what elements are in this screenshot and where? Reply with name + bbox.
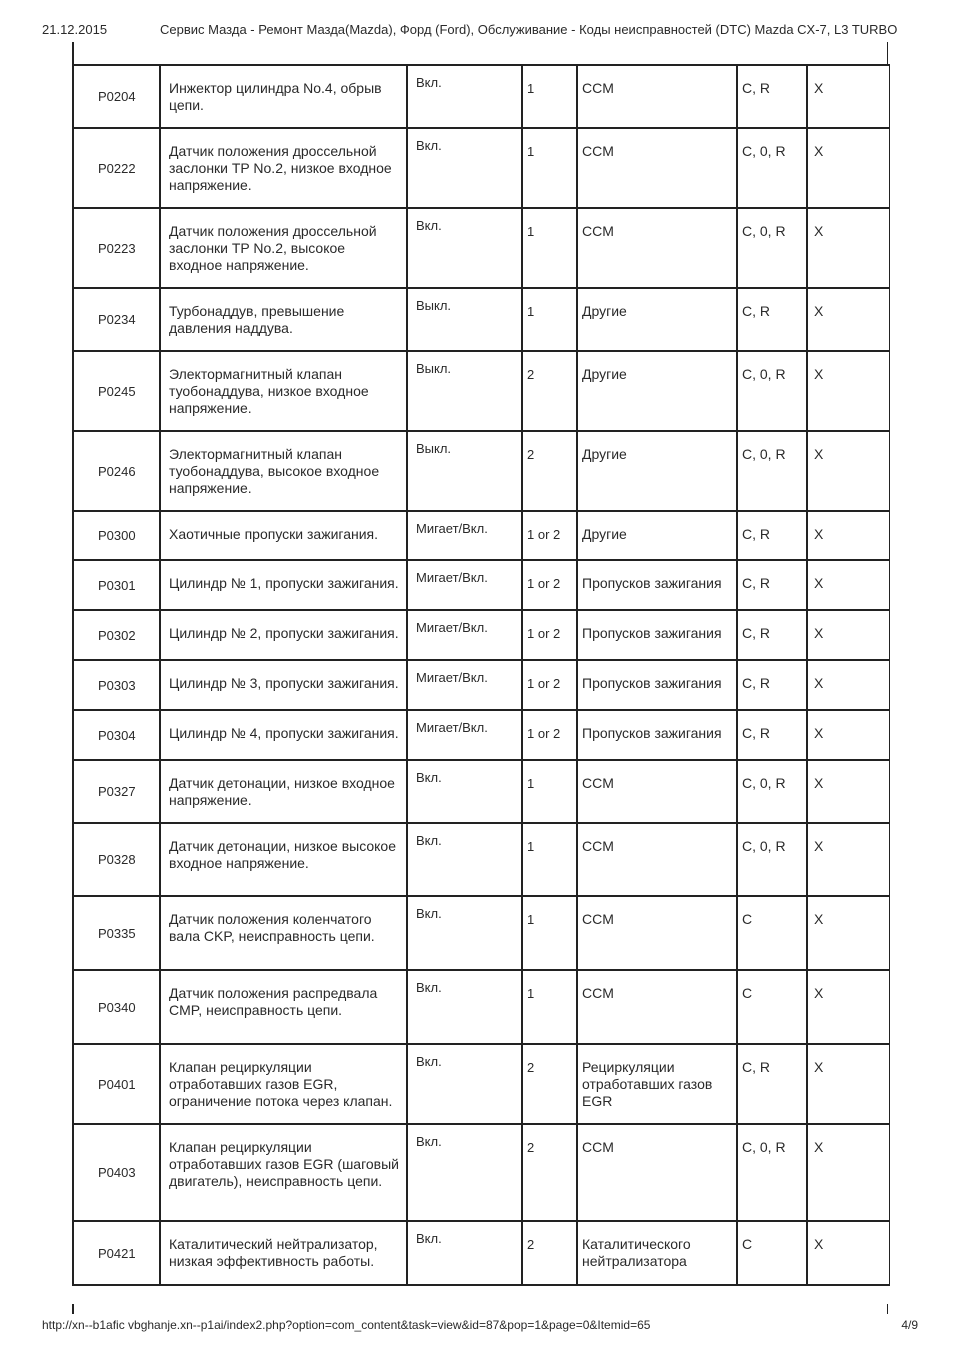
dtc-mil-status: Мигает/Вкл. [407,511,522,560]
dtc-monitor-item: Другие [577,431,737,511]
dtc-mil-status: Вкл. [407,823,522,896]
dtc-mil-status: Мигает/Вкл. [407,560,522,610]
dtc-self-test: X [807,208,889,288]
dtc-description: Турбонаддув, превышение давления наддува. [160,288,407,351]
dtc-self-test: X [807,896,889,970]
dtc-code: P0204 [73,65,160,128]
table-row [73,823,889,896]
dtc-code: P0222 [73,128,160,208]
dtc-description: Цилиндр № 1, пропуски зажигания. [160,560,407,610]
dtc-drive-cycle: 1 or 2 [522,710,577,760]
dtc-code: P0335 [73,896,160,970]
dtc-self-test: X [807,1044,889,1124]
dtc-monitor-item: Пропусков зажигания [577,560,737,610]
dtc-drive-cycle: 1 [522,896,577,970]
dtc-mil-status: Выкл. [407,431,522,511]
dtc-mode: C, R [737,610,807,660]
dtc-mode: C, R [737,1044,807,1124]
dtc-code: P0223 [73,208,160,288]
dtc-mode: C, R [737,710,807,760]
dtc-self-test: X [807,65,889,128]
dtc-mode: C [737,970,807,1044]
dtc-drive-cycle: 1 [522,823,577,896]
dtc-mode: C [737,1221,807,1285]
dtc-code: P0304 [73,710,160,760]
dtc-code: P0327 [73,760,160,823]
table-row [73,760,889,823]
dtc-monitor-item: CCM [577,896,737,970]
dtc-drive-cycle: 1 or 2 [522,511,577,560]
dtc-mil-status: Вкл. [407,1221,522,1285]
table-row [73,128,889,208]
dtc-self-test: X [807,1221,889,1285]
dtc-monitor-item: CCM [577,65,737,128]
dtc-monitor-item: Каталитического нейтрализатора [577,1221,737,1285]
dtc-description: Клапан рециркуляции отработавших газов EGR, ограничение потока через клапан. [160,1044,407,1124]
dtc-table [72,64,890,1286]
table-row [73,1124,889,1221]
dtc-description: Электормагнитный клапан туобонаддува, низкое входное напряжение. [160,351,407,431]
dtc-drive-cycle: 1 [522,208,577,288]
table-row [73,710,889,760]
dtc-self-test: X [807,560,889,610]
table-row [73,560,889,610]
dtc-mode: C, R [737,288,807,351]
dtc-description: Датчик положения коленчатого вала CKP, неисправность цепи. [160,896,407,970]
table-row [73,351,889,431]
table-row [73,288,889,351]
footer-url[interactable]: http://xn--b1afic vbghanje.xn--p1ai/index2.php?option=com_content&task=view&id=87&pop=1&page=0&Itemid=65 [42,1318,651,1332]
dtc-monitor-item: Другие [577,351,737,431]
table-row [73,511,889,560]
dtc-self-test: X [807,660,889,710]
dtc-drive-cycle: 2 [522,431,577,511]
dtc-mode: C, 0, R [737,208,807,288]
dtc-self-test: X [807,431,889,511]
dtc-mode: C, 0, R [737,351,807,431]
dtc-description: Датчик детонации, низкое входное напряжение. [160,760,407,823]
dtc-drive-cycle: 2 [522,1221,577,1285]
dtc-mode: C, 0, R [737,760,807,823]
table-row [73,970,889,1044]
dtc-code: P0300 [73,511,160,560]
dtc-description: Датчик детонации, низкое высокое входное напряжение. [160,823,407,896]
table-row [73,65,889,128]
dtc-mil-status: Выкл. [407,351,522,431]
dtc-drive-cycle: 2 [522,1044,577,1124]
footer-page-number: 4/9 [901,1318,918,1332]
dtc-monitor-item: CCM [577,1124,737,1221]
dtc-description: Цилиндр № 2, пропуски зажигания. [160,610,407,660]
dtc-description: Хаотичные пропуски зажигания. [160,511,407,560]
dtc-code: P0234 [73,288,160,351]
dtc-monitor-item: Пропусков зажигания [577,710,737,760]
dtc-monitor-item: CCM [577,823,737,896]
header-date: 21.12.2015 [42,22,108,37]
dtc-drive-cycle: 1 [522,128,577,208]
dtc-mil-status: Выкл. [407,288,522,351]
header-title: Сервис Мазда - Ремонт Мазда(Mazda), Форд (Ford), Обслуживание - Коды неисправностей (DTC) Mazda CX-7, L3 TURBO [160,22,898,37]
dtc-drive-cycle: 1 or 2 [522,560,577,610]
dtc-code: P0401 [73,1044,160,1124]
dtc-mode: C, R [737,511,807,560]
dtc-monitor-item: CCM [577,128,737,208]
dtc-drive-cycle: 1 or 2 [522,610,577,660]
dtc-monitor-item: Пропусков зажигания [577,610,737,660]
dtc-self-test: X [807,351,889,431]
table-row [73,610,889,660]
dtc-mode: C, 0, R [737,1124,807,1221]
table-left-rule-bottom [72,1304,74,1314]
dtc-drive-cycle: 2 [522,1124,577,1221]
dtc-drive-cycle: 1 [522,970,577,1044]
dtc-self-test: X [807,760,889,823]
dtc-monitor-item: Рециркуляции отработавших газов EGR [577,1044,737,1124]
dtc-code: P0328 [73,823,160,896]
dtc-code: P0245 [73,351,160,431]
dtc-code: P0301 [73,560,160,610]
dtc-self-test: X [807,970,889,1044]
dtc-description: Датчик положения распредвала CMP, неисправность цепи. [160,970,407,1044]
dtc-monitor-item: CCM [577,760,737,823]
dtc-drive-cycle: 1 [522,288,577,351]
dtc-mil-status: Вкл. [407,65,522,128]
dtc-mil-status: Вкл. [407,128,522,208]
dtc-description: Клапан рециркуляции отработавших газов EGR (шаговый двигатель), неисправность цепи. [160,1124,407,1221]
table-left-rule [72,42,74,64]
dtc-monitor-item: CCM [577,970,737,1044]
dtc-drive-cycle: 1 [522,65,577,128]
dtc-drive-cycle: 2 [522,351,577,431]
dtc-mode: C [737,896,807,970]
dtc-mil-status: Мигает/Вкл. [407,610,522,660]
dtc-mil-status: Вкл. [407,970,522,1044]
dtc-description: Цилиндр № 4, пропуски зажигания. [160,710,407,760]
dtc-description: Датчик положения дроссельной заслонки TP No.2, высокое входное напряжение. [160,208,407,288]
dtc-code: P0403 [73,1124,160,1221]
dtc-code: P0421 [73,1221,160,1285]
dtc-mode: C, 0, R [737,431,807,511]
table-row [73,208,889,288]
table-row [73,431,889,511]
dtc-self-test: X [807,128,889,208]
dtc-mode: C, 0, R [737,823,807,896]
dtc-mode: C, R [737,560,807,610]
dtc-mode: C, R [737,65,807,128]
dtc-mil-status: Вкл. [407,1044,522,1124]
dtc-self-test: X [807,710,889,760]
table-row [73,896,889,970]
dtc-description: Электормагнитный клапан туобонаддува, высокое входное напряжение. [160,431,407,511]
dtc-description: Датчик положения дроссельной заслонки TP No.2, низкое входное напряжение. [160,128,407,208]
dtc-drive-cycle: 1 [522,760,577,823]
dtc-monitor-item: Пропусков зажигания [577,660,737,710]
dtc-mil-status: Вкл. [407,896,522,970]
dtc-mode: C, 0, R [737,128,807,208]
dtc-self-test: X [807,610,889,660]
dtc-mil-status: Вкл. [407,1124,522,1221]
table-row [73,1044,889,1124]
dtc-self-test: X [807,288,889,351]
dtc-mil-status: Вкл. [407,208,522,288]
dtc-self-test: X [807,511,889,560]
dtc-monitor-item: Другие [577,288,737,351]
dtc-mil-status: Вкл. [407,760,522,823]
dtc-monitor-item: Другие [577,511,737,560]
dtc-drive-cycle: 1 or 2 [522,660,577,710]
dtc-description: Каталитический нейтрализатор, низкая эффективность работы. [160,1221,407,1285]
dtc-description: Цилиндр № 3, пропуски зажигания. [160,660,407,710]
dtc-code: P0303 [73,660,160,710]
dtc-monitor-item: CCM [577,208,737,288]
dtc-self-test: X [807,1124,889,1221]
table-right-rule-bottom [887,1304,888,1314]
table-row [73,660,889,710]
dtc-code: P0246 [73,431,160,511]
dtc-code: P0302 [73,610,160,660]
table-row [73,1221,889,1285]
table-right-rule [887,42,888,64]
dtc-self-test: X [807,823,889,896]
dtc-mode: C, R [737,660,807,710]
dtc-description: Инжектор цилиндра No.4, обрыв цепи. [160,65,407,128]
dtc-code: P0340 [73,970,160,1044]
dtc-mil-status: Мигает/Вкл. [407,710,522,760]
dtc-mil-status: Мигает/Вкл. [407,660,522,710]
